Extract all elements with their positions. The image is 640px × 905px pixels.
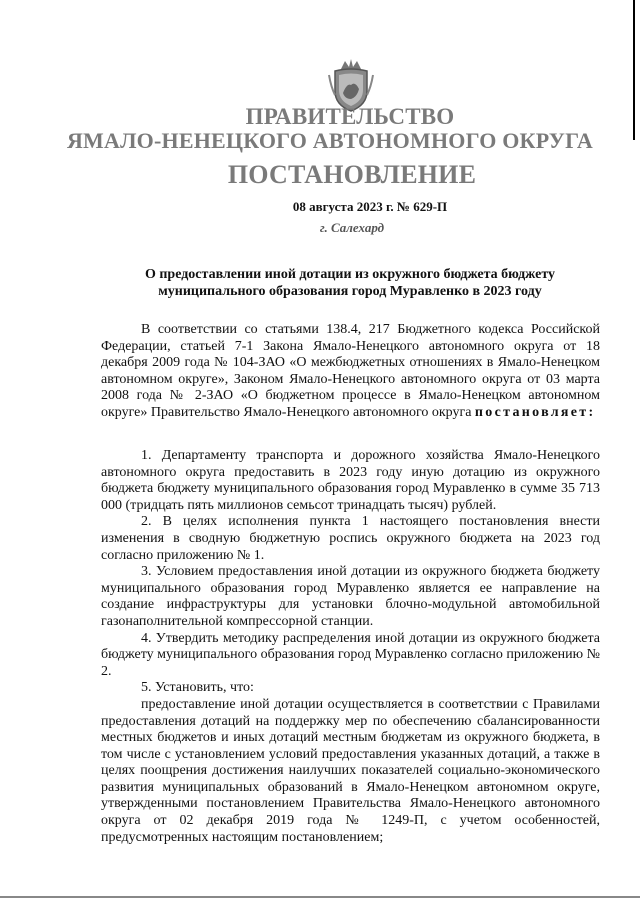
region-title: ЯМАЛО-НЕНЕЦКОГО АВТОНОМНОГО ОКРУГА: [66, 128, 594, 153]
list-item: 1. Департаменту транспорта и дорожного хозяйства Ямало-Ненецкого автономного округа предоставить в 2023 году иную дотацию из окружного бюджета бюджету муниципального образования город Муравленко в сумме 35 713 000 (тридцать пять миллионов семьсот тринадцать тысяч) рублей.: [101, 448, 600, 513]
scan-edge-bottom: [0, 896, 640, 898]
list-item: 5. Установить, что:: [141, 680, 254, 696]
resolution-items: [101, 448, 600, 846]
document-date-number: 08 августа 2023 г. № 629-П: [292, 199, 448, 214]
government-title: ПРАВИТЕЛЬСТВО: [245, 104, 455, 129]
list-item: 2. В целях исполнения пункта 1 настоящего постановления внести изменения в сводную бюджетную роспись окружного бюджета на 2023 год согласно приложению № 1.: [101, 514, 600, 563]
scan-edge-right: [633, 0, 635, 140]
preamble-text: В соответствии со статьями 138.4, 217 Бюджетного кодекса Российской Федерации, статьей 7-1 Закона Ямало-Ненецкого автономного округа от 18 декабря 2009 года № 104-ЗАО «О межбюджетных отношениях в Ямало-Ненецком автономном округе», Законом Ямало-Ненецкого автономного округа от 03 марта 2008 года № 2-ЗАО «О бюджетном процессе в Ямало-Ненецком автономном округе» Правительство Ямало-Ненецкого автономного округа: [101, 322, 600, 420]
preamble: [101, 322, 600, 422]
list-item: предоставление иной дотации осуществляется в соответствии с Правилами предоставления дотаций на поддержку мер по обеспечению сбалансированности местных бюджетов и иных дотаций местным бюджетам из окружного бюджета, в том числе с установлением условий предоставления указанных дотаций, а также в целях поощрения достижения наилучших показателей социально-экономического развития муниципальных образований в Ямало-Ненецком автономном округе, утвержденными постановлением Правительства Ямало-Ненецкого автономного округа от 02 декабря 2019 года № 1249-П, с учетом особенностей, предусмотренных настоящим постановлением;: [101, 696, 600, 845]
preamble-paragraph: [101, 322, 600, 422]
list-item: 3. Условием предоставления иной дотации из окружного бюджета бюджету муниципального образования город Муравленко является ее направление на создание инфраструктуры для установки блочно-модульной автомобильной газонаполнительной компрессорной станции.: [101, 564, 600, 629]
list-item: 4. Утвердить методику распределения иной дотации из окружного бюджета бюджету муниципального образования город Муравленко согласно приложению № 2.: [101, 630, 600, 679]
decree-word: постановляет:: [474, 404, 596, 420]
document-subject: О предоставлении иной дотации из окружного бюджета бюджету муниципального образования город Муравленко в 2023 году: [144, 267, 556, 299]
document-type: ПОСТАНОВЛЕНИЕ: [227, 160, 477, 189]
document-city: г. Салехард: [319, 220, 385, 235]
